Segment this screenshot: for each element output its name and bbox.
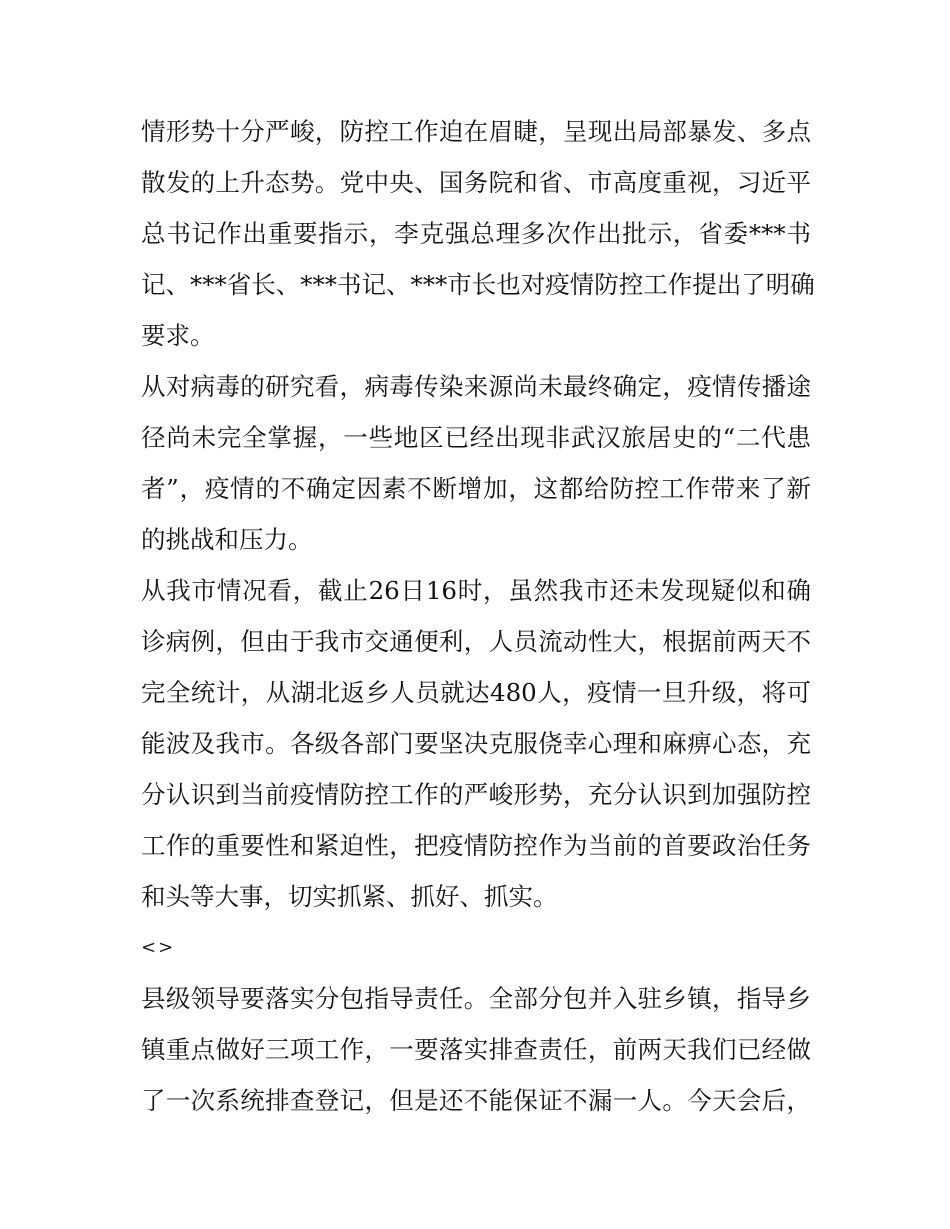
text-line: 工作的重要性和紧迫性，把疫情防控作为当前的首要政治任务 — [141, 831, 811, 860]
paragraph-city-situation — [141, 565, 811, 922]
text-line: 和头等大事，切实抓紧、抓好、抓实。 — [141, 882, 558, 911]
text-line: 完全统计，从湖北返乡人员就达480人，疫情一旦升级，将可 — [141, 678, 811, 707]
text-line: 从我市情况看，截止26日16时，虽然我市还未发现疑似和确 — [141, 576, 811, 605]
text-line: 总书记作出重要指示，李克强总理多次作出批示，省委***书 — [141, 219, 811, 248]
text-line: 县级领导要落实分包指导责任。全部分包并入驻乡镇，指导乡 — [141, 984, 811, 1013]
text-line: 诊病例，但由于我市交通便利，人员流动性大，根据前两天不 — [141, 627, 811, 656]
text-line: 分认识到当前疫情防控工作的严峻形势，充分认识到加强防控 — [141, 780, 811, 809]
text-line: 记、***省长、***书记、***市长也对疫情防控工作提出了明确 — [141, 270, 815, 299]
paragraph-county-leaders — [141, 973, 811, 1126]
text-line: 散发的上升态势。党中央、国务院和省、市高度重视，习近平 — [141, 168, 811, 197]
text-line: 的挑战和压力。 — [141, 525, 313, 554]
text-line: 者”，疫情的不确定因素不断增加，这都给防控工作带来了新 — [141, 474, 811, 503]
text-line: 了一次系统排查登记，但是还不能保证不漏一人。今天会后， — [141, 1086, 811, 1115]
text-line: 能波及我市。各级各部门要坚决克服侥幸心理和麻痹心态，充 — [141, 729, 811, 758]
text-line: 径尚未完全掌握，一些地区已经出现非武汉旅居史的“二代患 — [141, 423, 811, 452]
text-line: 情形势十分严峻，防控工作迫在眉睫，呈现出局部暴发、多点 — [141, 117, 811, 146]
text-line: 镇重点做好三项工作，一要落实排查责任，前两天我们已经做 — [141, 1035, 811, 1064]
paragraph-virus-research — [141, 361, 811, 565]
document-body — [141, 106, 815, 1126]
section-marker: <> — [141, 937, 176, 958]
paragraph-epidemic-situation — [141, 106, 815, 361]
text-line: 从对病毒的研究看，病毒传染来源尚未最终确定，疫情传播途 — [141, 372, 811, 401]
text-line: 要求。 — [141, 321, 215, 350]
